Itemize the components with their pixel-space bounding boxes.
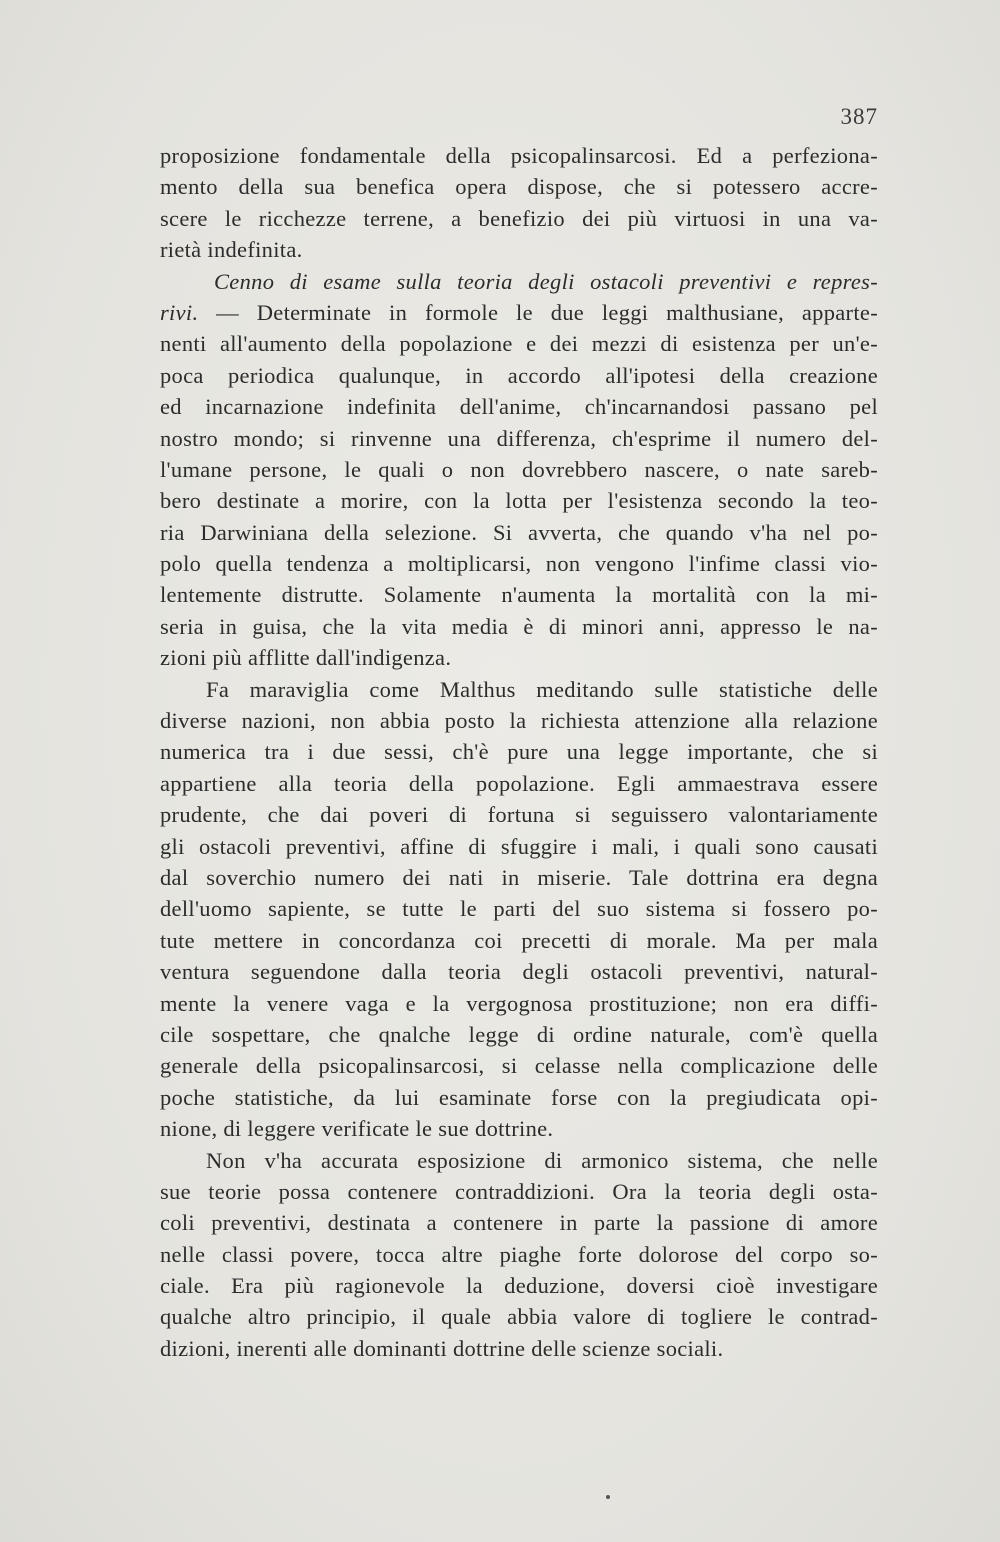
- text-line: rivi. — Determinate in formole le due leggi malthusiane, apparte-: [160, 299, 878, 325]
- text-line: dizioni, inerenti alle dominanti dottrine delle scienze sociali.: [160, 1335, 724, 1361]
- paragraph-start-line: Non v'ha accurata esposizione di armonico sistema, che nelle: [206, 1147, 878, 1173]
- text-line: mente la venere vaga e la vergognosa prostituzione; non era diffi-: [160, 990, 878, 1016]
- section-heading-end: rivi.: [160, 299, 199, 325]
- text-line: generale della psicopalinsarcosi, si celasse nella complicazione delle: [160, 1053, 878, 1079]
- text-line: scere le ricchezze terrene, a benefizio dei più virtuosi in una va-: [160, 205, 878, 231]
- text-line: nostro mondo; si rinvenne una differenza, ch'esprime il numero del-: [160, 425, 878, 451]
- section-heading: Cenno di esame sulla teoria degli ostacoli preventivi e repres-: [214, 268, 878, 294]
- paragraph-start-line: Fa maraviglia come Malthus meditando sulle statistiche delle: [206, 676, 878, 702]
- text-line: seria in guisa, che la vita media è di minori anni, appresso le na-: [160, 613, 878, 639]
- text-line: proposizione fondamentale della psicopalinsarcosi. Ed a perfeziona-: [160, 143, 878, 168]
- section-heading-line: [160, 266, 878, 297]
- text-line: tute mettere in concordanza coi precetti di morale. Ma per mala: [160, 927, 878, 953]
- text-line: poche statistiche, da lui esaminate forse con la pregiudicata opi-: [160, 1084, 878, 1110]
- text-line: nelle classi povere, tocca altre piaghe forte dolorose del corpo so-: [160, 1241, 878, 1267]
- text-line: rietà indefinita.: [160, 237, 303, 263]
- text-line: qualche altro principio, il quale abbia valore di togliere le contrad-: [160, 1304, 878, 1330]
- text-line: zioni più afflitte dall'indigenza.: [160, 645, 452, 671]
- text-line: ciale. Era più ragionevole la deduzione, doversi cioè investigare: [160, 1273, 878, 1299]
- text-line: dell'uomo sapiente, se tutte le parti del suo sistema si fossero po-: [160, 896, 878, 922]
- body-text: [160, 140, 878, 1364]
- text-line: ed incarnazione indefinita dell'anime, ch'incarnandosi passano pel: [160, 394, 878, 420]
- text-line: poca periodica qualunque, in accordo all'ipotesi della creazione: [160, 362, 878, 388]
- text-line: nenti all'aumento della popolazione e dei mezzi di esistenza per un'e-: [160, 331, 878, 357]
- text-line: sue teorie possa contenere contraddizioni. Ora la teoria degli osta-: [160, 1178, 878, 1204]
- text-line: l'umane persone, le quali o non dovrebbero nascere, o nate sareb-: [160, 456, 878, 482]
- text-line: nione, di leggere verificate le sue dottrine.: [160, 1116, 554, 1142]
- text-line: bero destinate a morire, con la lotta per l'esistenza secondo la teo-: [160, 488, 878, 514]
- page-number: 387: [840, 104, 878, 129]
- text-line: prudente, che dai poveri di fortuna si seguissero valontariamente: [160, 802, 878, 828]
- text-line: gli ostacoli preventivi, affine di sfuggire i mali, i quali sono causati: [160, 833, 878, 859]
- text-line: mento della sua benefica opera dispose, che si potessero accre-: [160, 174, 878, 200]
- text-line: cile sospettare, che qnalche legge di ordine naturale, com'è quella: [160, 1021, 878, 1047]
- text-line: numerica tra i due sessi, ch'è pure una legge importante, che si: [160, 739, 878, 765]
- text-line: ria Darwiniana della selezione. Si avverta, che quando v'ha nel po-: [160, 519, 878, 545]
- text-line: coli preventivi, destinata a contenere in parte la passione di amore: [160, 1210, 878, 1236]
- text-line: dal soverchio numero dei nati in miserie. Tale dottrina era degna: [160, 864, 878, 890]
- ink-speck: [606, 1495, 610, 1499]
- text-line: diverse nazioni, non abbia posto la richiesta attenzione alla relazione: [160, 708, 878, 734]
- text-line: appartiene alla teoria della popolazione. Egli ammaestrava essere: [160, 770, 878, 796]
- text-line: lentemente distrutte. Solamente n'aumenta la mortalità con la mi-: [160, 582, 878, 608]
- text-line: ventura seguendone dalla teoria degli ostacoli preventivi, natural-: [160, 959, 878, 985]
- text-line: polo quella tendenza a moltiplicarsi, non vengono l'infime classi vio-: [160, 551, 878, 577]
